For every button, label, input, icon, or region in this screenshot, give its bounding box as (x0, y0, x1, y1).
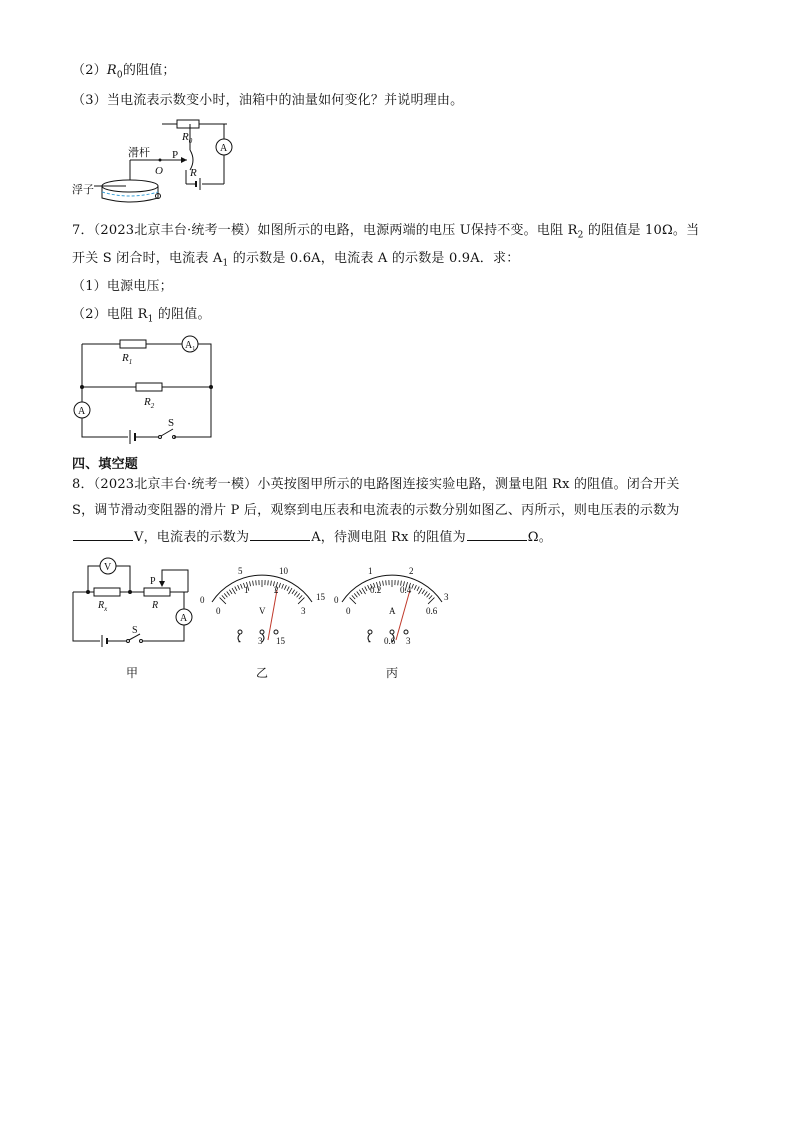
meter-tick (419, 588, 423, 594)
meter-tick (284, 585, 286, 590)
caption-jia: 甲 (126, 666, 139, 680)
meter-tick (357, 591, 360, 595)
meter-tick (386, 580, 387, 585)
ammeter-label: A (180, 613, 188, 624)
lower-tick-0: 0 (216, 606, 221, 616)
upper-tick-0: 0 (334, 595, 339, 605)
slider-label: 滑杆 (128, 147, 150, 159)
meter-tick (427, 593, 430, 597)
meter-tick (417, 587, 419, 591)
meter-tick (297, 593, 300, 597)
voltmeter-label: V (104, 562, 112, 573)
meter-tick (238, 585, 240, 590)
meter-tick (279, 583, 281, 588)
p-label: P (150, 576, 156, 587)
lower-tick-02: 0.2 (370, 585, 382, 595)
ammeter-label: A (220, 143, 228, 154)
meter-tick (222, 595, 225, 599)
meter-tick (424, 591, 427, 595)
q7-line1: 7．（2023北京丰台·统考一模）如图所示的电路，电源两端的电压 U保持不变。电阻 $R_2$ 的阻值是 10Ω。当 (72, 223, 700, 241)
q8-line3: V，电流表的示数为 A，待测电阻 Rx 的阻值为 Ω。 (72, 528, 552, 547)
a1-label: $A_1$ (185, 340, 196, 352)
terminal-3: 3 (258, 636, 263, 646)
answer-blank-voltage[interactable] (73, 528, 133, 541)
s-label: S (132, 625, 138, 636)
q8-voltmeter-yi (200, 562, 330, 652)
meter-tick (383, 581, 384, 586)
o-label: O (155, 165, 163, 177)
s-label: S (168, 417, 175, 429)
upper-tick-3: 3 (444, 592, 449, 602)
q7-part1: （1）电源电压； (72, 279, 173, 294)
upper-tick-10: 10 (279, 566, 288, 576)
upper-tick-2: 2 (409, 566, 414, 576)
r0-label: $R_0$ (182, 131, 193, 145)
q8-circuit-jia (68, 556, 198, 652)
lower-tick-06: 0.6 (426, 606, 438, 616)
unit-v: V (259, 606, 266, 616)
meter-tick (229, 590, 232, 594)
meter-tick (253, 581, 254, 586)
answer-blank-resistance[interactable] (467, 528, 527, 541)
a-label: A (78, 406, 86, 417)
meter-tick (414, 585, 416, 590)
upper-tick-5: 5 (238, 566, 243, 576)
rx-label: $R_x$ (98, 600, 108, 613)
r-label: R (190, 167, 197, 179)
meter-tick (287, 587, 289, 591)
q7-circuit-diagram (72, 334, 217, 444)
q8-line2: S，调节滑动变阻器的滑片 P 后，观察到电压表和电流表的示数分别如图乙、丙所示，则电压表的示数为 (72, 503, 680, 518)
meter-tick (422, 590, 425, 594)
meter-tick (232, 588, 236, 594)
terminal-3: 3 (406, 636, 411, 646)
r1-label: $R_1$ (122, 352, 133, 366)
r-label: R (152, 600, 159, 611)
caption-yi: 乙 (256, 666, 269, 680)
r2-label: $R_2$ (144, 396, 155, 410)
meter-tick (299, 595, 302, 599)
voltmeter-scale-arcs (212, 575, 312, 602)
upper-zero: 0 (200, 595, 205, 605)
p-label: P (172, 149, 179, 161)
upper-tick-1: 1 (368, 566, 373, 576)
caption-bing: 丙 (386, 666, 399, 680)
meter-tick (289, 588, 293, 594)
q7-line2: 开关 S 闭合时，电流表 $A_1$ 的示数是 0.6A，电流表 A 的示数是 0.9A．求： (72, 251, 520, 269)
q6-fuel-gauge-diagram (72, 114, 242, 204)
meter-tick (365, 587, 367, 591)
meter-tick (294, 591, 297, 595)
q8-line1: 8．（2023北京丰台·统考一模）小英按图甲所示的电路图连接实验电路，测量电阻 Rx 的阻值。闭合开关 (72, 477, 680, 492)
q7-part2: （2）电阻 $R_1$ 的阻值。 (72, 307, 211, 325)
terminal-neg: - (238, 636, 241, 646)
meter-tick (412, 584, 414, 589)
q8-ammeter-bing (330, 562, 460, 652)
q6-part3: （3）当电流表示数变小时，油箱中的油量如何变化？并说明理由。 (72, 93, 464, 108)
meter-tick (352, 595, 355, 599)
meter-tick (240, 584, 242, 589)
terminal-15: 15 (276, 636, 285, 646)
section-heading: 四、填空题 (72, 457, 139, 472)
meter-tick (362, 588, 366, 594)
meter-tick (429, 595, 432, 599)
meter-tick (235, 587, 237, 591)
meter-tick (224, 593, 227, 597)
meter-tick (227, 591, 230, 595)
unit-a: A (389, 606, 396, 616)
lower-tick-3: 3 (301, 606, 306, 616)
meter-tick (398, 580, 399, 585)
meter-tick (354, 593, 357, 597)
terminal-06: 0.6 (384, 636, 396, 646)
q6-part2: $(2)R_0$的阻值； (72, 63, 176, 81)
voltmeter-needle (268, 590, 277, 640)
float-label: 浮子 (72, 184, 94, 196)
answer-blank-current[interactable] (250, 528, 310, 541)
meter-tick (271, 581, 272, 586)
lower-tick-2: 2 (274, 585, 279, 595)
meter-tick (256, 580, 257, 585)
meter-tick (250, 581, 251, 586)
terminal-neg: - (368, 636, 371, 646)
lower-tick-0: 0 (346, 606, 351, 616)
meter-tick (359, 590, 362, 594)
upper-tick-15: 15 (316, 592, 325, 602)
lower-tick-1: 1 (244, 585, 249, 595)
meter-tick (282, 584, 284, 589)
lower-tick-04: 0.4 (400, 585, 412, 595)
meter-tick (268, 580, 269, 585)
meter-tick (292, 590, 295, 594)
